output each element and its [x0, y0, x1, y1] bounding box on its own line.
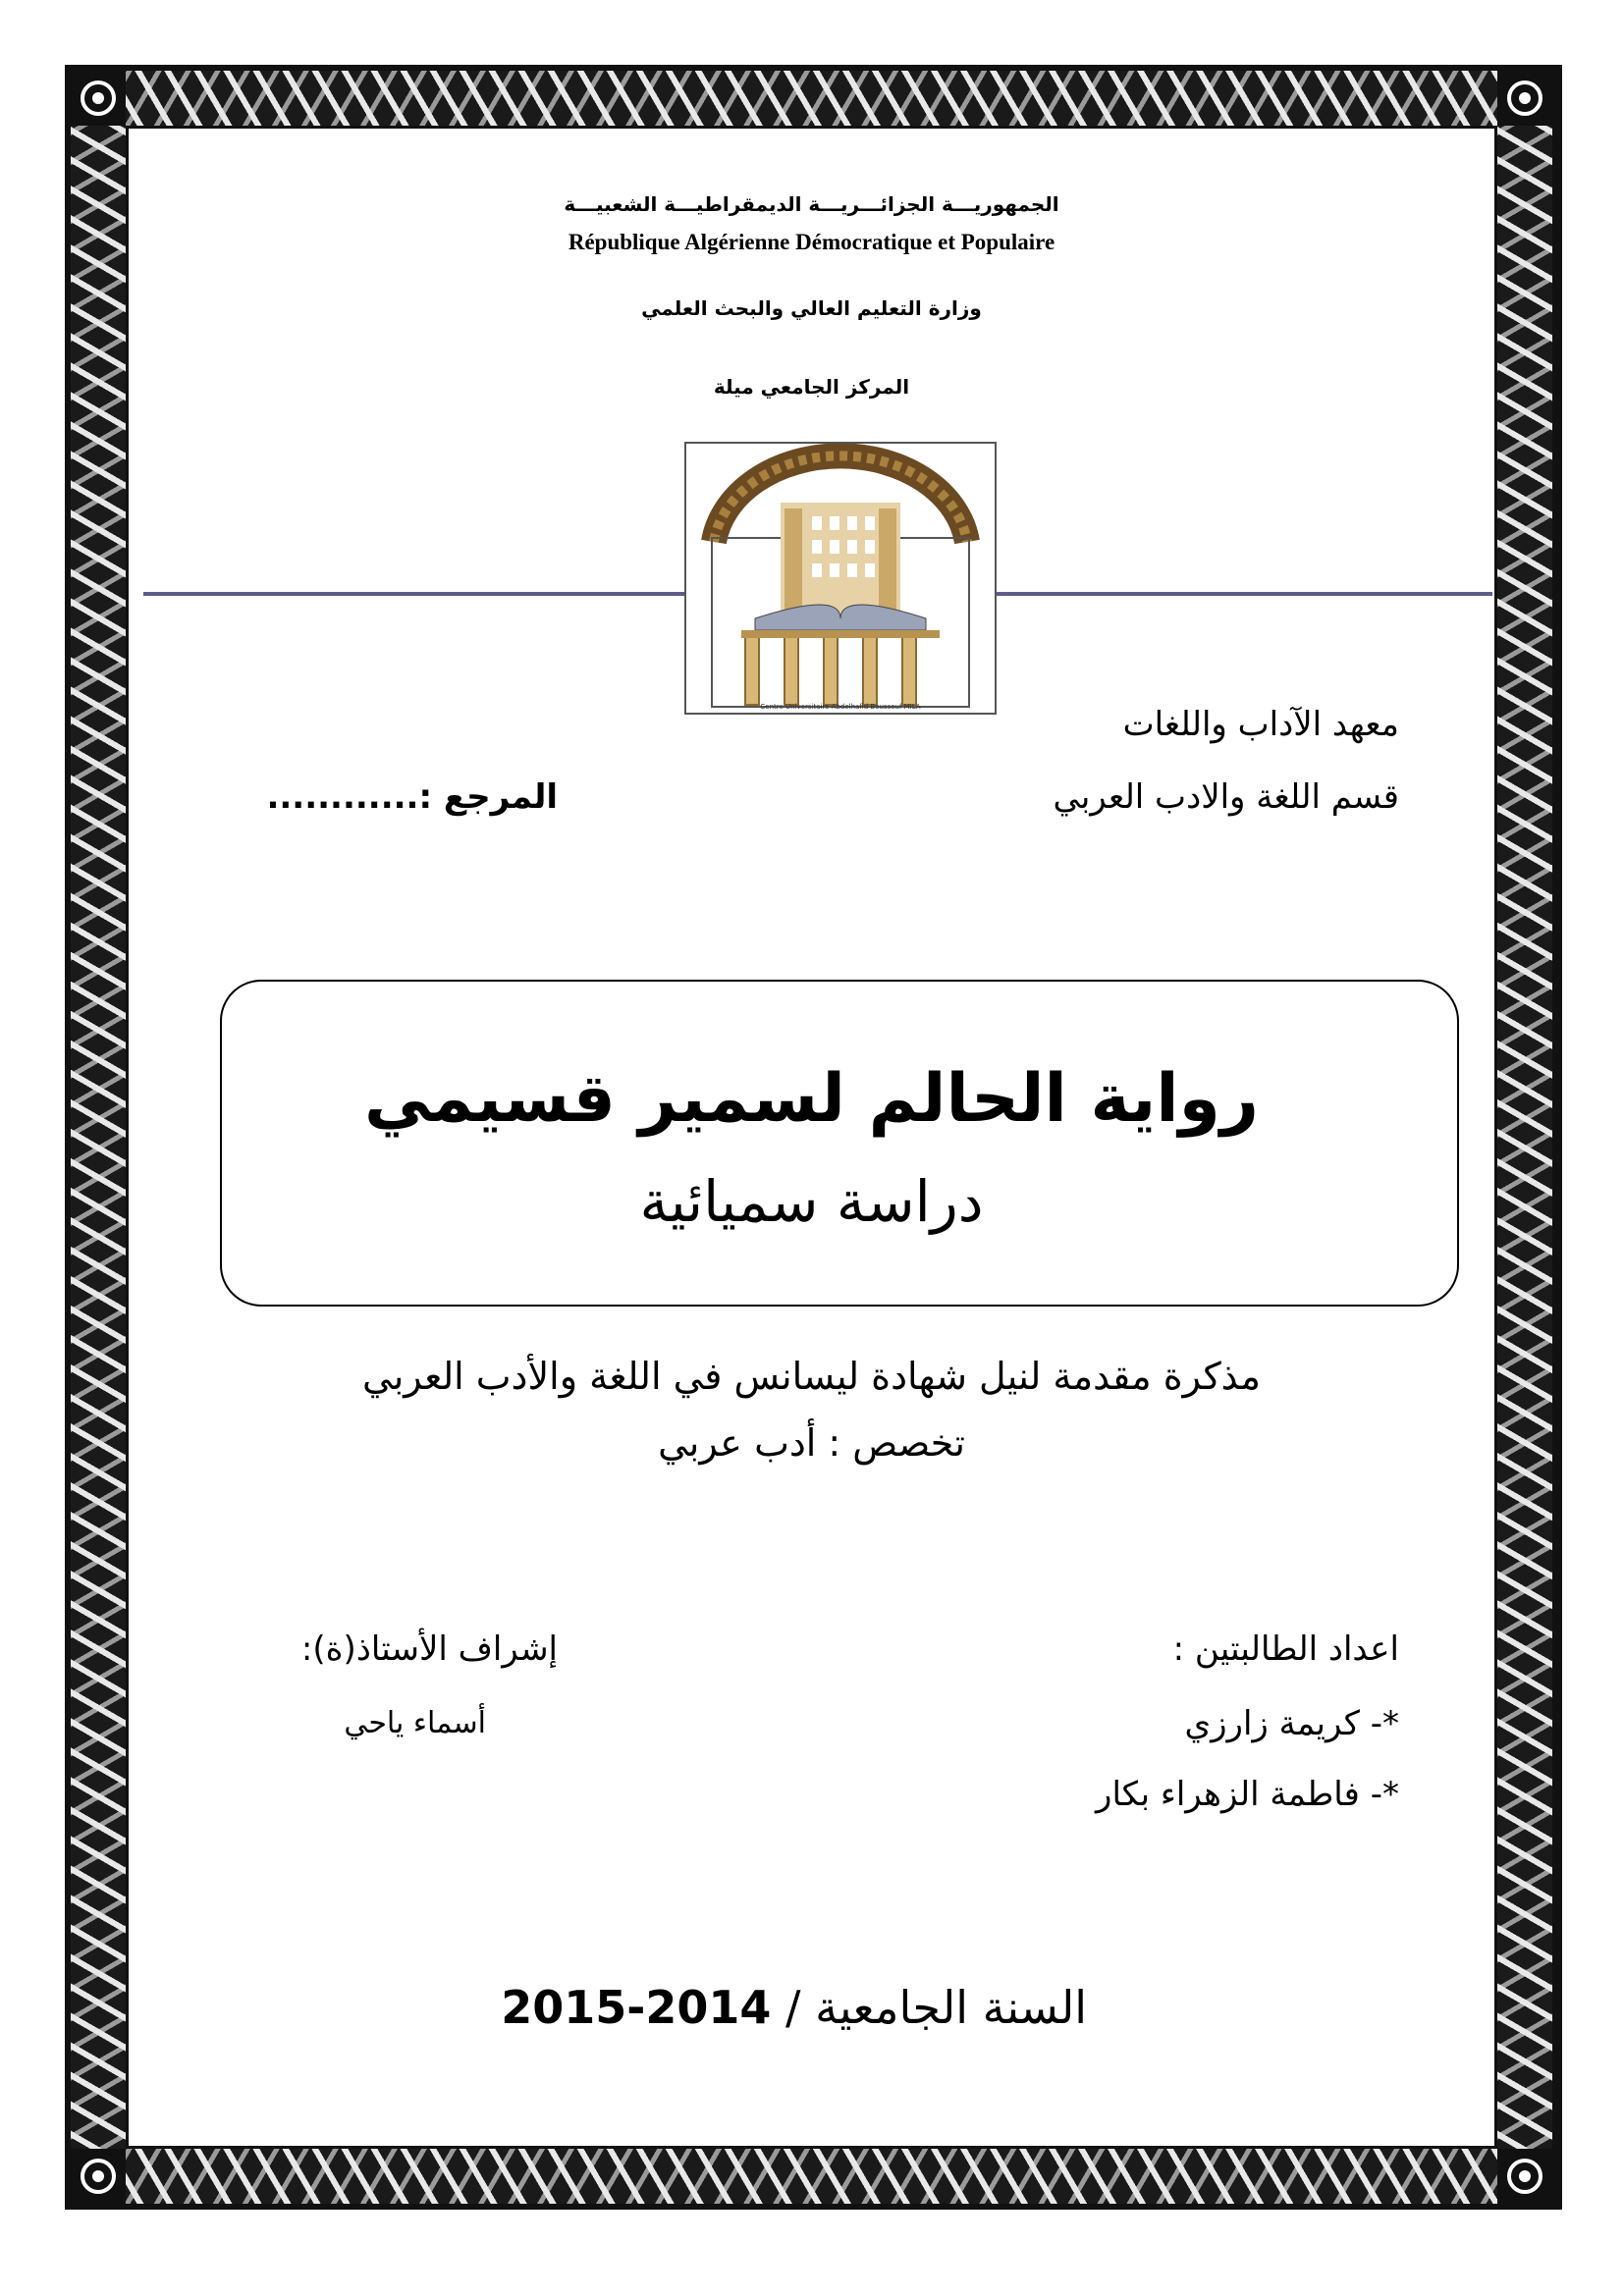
reference-value: ............ [266, 777, 419, 817]
thesis-title-sub: دراسة سميائية [639, 1168, 984, 1235]
students-label: اعداد الطالبتين : [1172, 1629, 1399, 1669]
divider-line-right [997, 592, 1492, 596]
corner-ornament-icon [71, 71, 126, 126]
university-logo [684, 442, 997, 715]
student-name: *- فاطمة الزهراء بكار [1096, 1775, 1399, 1814]
reference-label: المرجع : [418, 777, 558, 817]
divider-line-left [143, 592, 684, 596]
supervisor-label: إشراف الأستاذ(ة): [300, 1629, 558, 1669]
frame-band-top [126, 71, 1497, 126]
thesis-title-box [220, 980, 1459, 1307]
student-name: *- كريمة زارزي [1184, 1704, 1399, 1743]
thesis-title-main: رواية الحالم لسمير قسيمي [364, 1060, 1259, 1138]
academic-year-value: 2015-2014 [501, 1981, 772, 2034]
institute-name: معهد الآداب واللغات [1122, 705, 1399, 744]
specialty: تخصص : أدب عربي [658, 1421, 965, 1465]
republic-name-arabic: الجمهوريـــة الجزائـــريـــة الديمقراطيـــة الشعبيـــة [564, 192, 1059, 216]
university-name: المركز الجامعي ميلة [713, 375, 910, 399]
logo-caption: Centre Universitaire Abdelhafid Boussouf MILA [760, 703, 921, 711]
corner-ornament-icon [71, 2149, 126, 2204]
ministry-name: وزارة التعليم العالي والبحث العلمي [641, 296, 982, 320]
corner-ornament-icon [1497, 71, 1552, 126]
academic-year [501, 1981, 1087, 2034]
reference-field [266, 777, 558, 817]
department-name: قسم اللغة والادب العربي [1053, 777, 1399, 817]
academic-year-label: السنة الجامعية / [785, 1981, 1087, 2034]
republic-name-french: République Algérienne Démocratique et Populaire [568, 230, 1055, 254]
supervisor-name: أسماء ياحي [344, 1706, 486, 1740]
frame-band-bottom [126, 2149, 1497, 2204]
university-logo-icon [686, 444, 995, 713]
corner-ornament-icon [1497, 2149, 1552, 2204]
degree-description: مذكرة مقدمة لنيل شهادة ليسانس في اللغة والأدب العربي [362, 1355, 1261, 1398]
